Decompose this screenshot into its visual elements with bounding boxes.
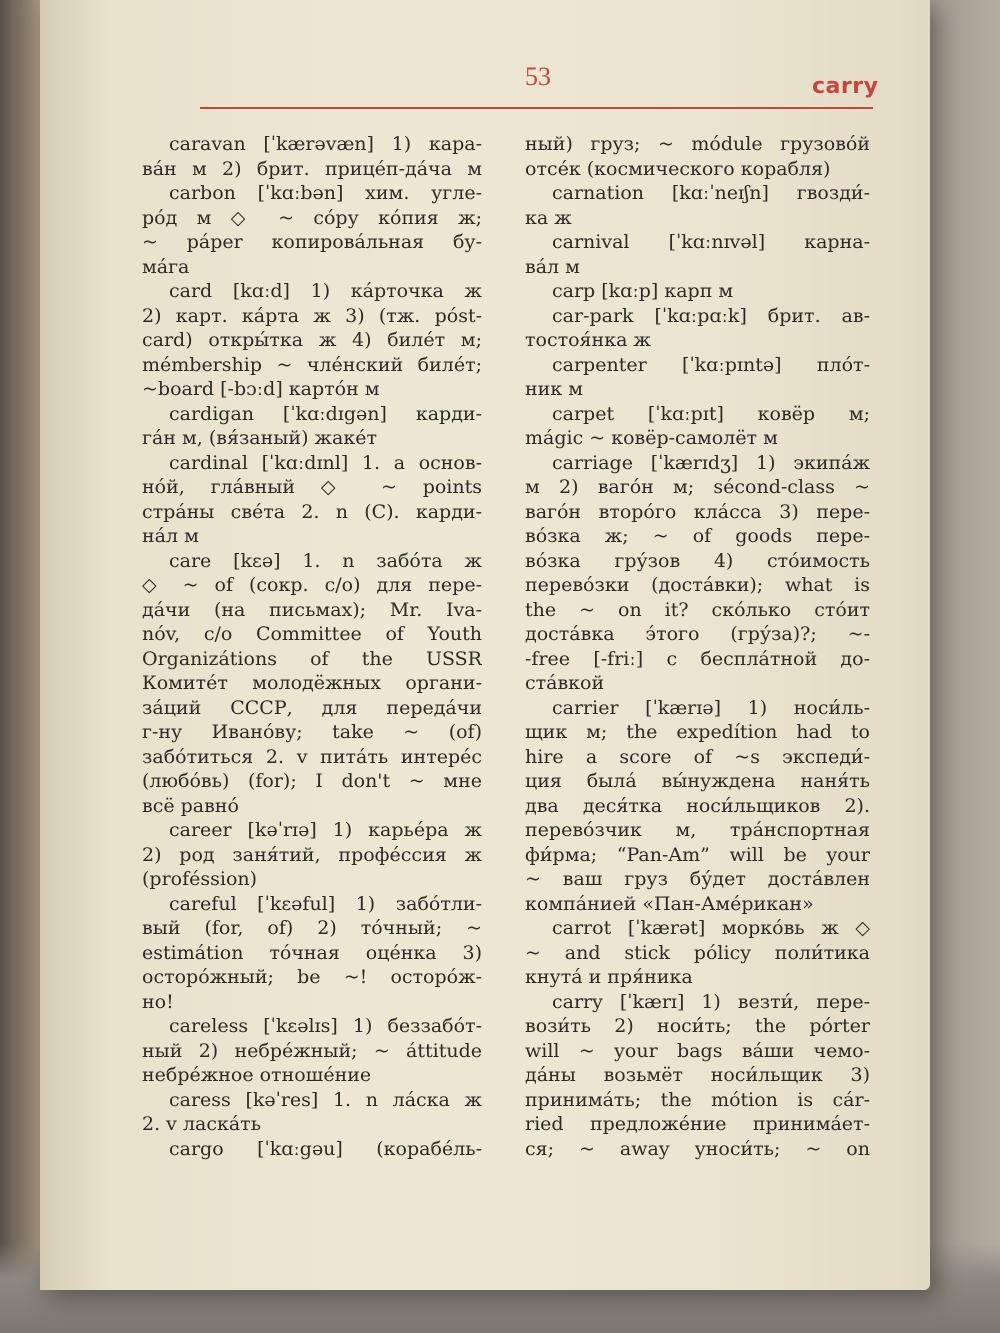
dictionary-line: перево́зчик м, тра́нспортная xyxy=(525,819,870,841)
dictionary-line: ный 2) небре́жный; ~ áttitude xyxy=(142,1039,482,1062)
dictionary-line: -free [-friː] с беспла́тной до- xyxy=(525,647,870,670)
dictionary-line: ма́га xyxy=(142,255,190,278)
dictionary-line: carpet [ˈkɑːpɪt] ковёр м; xyxy=(552,402,870,425)
table-surface-right xyxy=(920,0,1000,1333)
dictionary-line: carrot [ˈkærət] морко́вь ж ◇ xyxy=(552,917,870,939)
dictionary-line: во́зка гру́зов 4) сто́имость xyxy=(525,549,870,572)
dictionary-line: carrier [ˈkærɪə] 1) носи́ль- xyxy=(552,696,870,719)
dictionary-line: ка ж xyxy=(525,206,572,229)
dictionary-line: ~ ваш груз бу́дет доста́влен xyxy=(525,868,870,890)
dictionary-line: кнута́ и пря́ника xyxy=(525,966,693,988)
dictionary-line: ся; ~ away уноси́ть; ~ on xyxy=(525,1137,870,1160)
dictionary-line: 2. v ласка́ть xyxy=(142,1113,262,1135)
dictionary-line: щик м; the expedítion had to xyxy=(525,721,870,743)
dictionary-line: card) откры́тка ж 4) биле́т м; xyxy=(142,329,482,351)
dictionary-line: care [kɛə] 1. n забо́та ж xyxy=(169,549,482,572)
dictionary-line: ста́вкой xyxy=(525,672,605,694)
dictionary-line: г-ну Ивано́ву; take ~ (of) xyxy=(142,721,482,743)
dictionary-line: ро́д м ◇ ~ со́ру ко́пия ж; xyxy=(142,206,482,229)
dictionary-line: ~ and stick pólicy поли́тика xyxy=(525,941,870,964)
dictionary-line: компа́нией «Пан-Аме́рикан» xyxy=(525,892,814,915)
dictionary-line: ва́н м 2) брит. прице́п-да́ча м xyxy=(142,157,482,180)
dictionary-line: за́ций СССР, для переда́чи xyxy=(142,696,482,719)
dictionary-line: career [kəˈrɪə] 1) карье́ра ж xyxy=(169,819,482,841)
dictionary-line: перево́зки (доста́вки); what is xyxy=(525,574,870,596)
dictionary-line: caress [kəˈres] 1. n ла́ска ж xyxy=(169,1088,482,1111)
dictionary-line: car-park [ˈkɑːpɑːk] брит. ав- xyxy=(552,304,870,327)
dictionary-line: carpenter [ˈkɑːpɪntə] пло́т- xyxy=(552,353,870,376)
dictionary-line: стра́ны све́та 2. n (С). карди- xyxy=(142,500,482,523)
dictionary-line: ~board [-bɔːd] карто́н м xyxy=(142,378,380,400)
running-head-word: carry xyxy=(812,74,879,99)
dictionary-line: will ~ your bags ва́ши чемо- xyxy=(525,1039,870,1062)
dictionary-line: два деся́тка носи́льщиков 2). xyxy=(525,794,870,817)
dictionary-line: Organizátions of the USSR xyxy=(142,647,482,670)
dictionary-line: доста́вка э́того (гру́за)?; ~- xyxy=(525,623,870,645)
dictionary-line: осторо́жный; be ~! осторо́ж- xyxy=(142,966,482,988)
dictionary-line: забо́титься 2. v пита́ть интере́с xyxy=(142,745,482,768)
dictionary-line: но́й, гла́вный ◇ ~ points xyxy=(142,476,482,498)
dictionary-line: carnation [kɑːˈneɪʃn] гвозди́- xyxy=(552,182,870,204)
dictionary-line: careless [ˈkɛəlɪs] 1) беззабо́т- xyxy=(169,1015,482,1037)
dictionary-line: cargo [ˈkɑːgəu] (корабе́ль- xyxy=(169,1137,482,1160)
dictionary-line: carnival [ˈkɑːnɪvəl] карна- xyxy=(552,231,870,253)
dictionary-line: на́л м xyxy=(142,525,199,547)
dictionary-line: mémbership ~ чле́нский биле́т; xyxy=(142,353,482,376)
dictionary-line: но! xyxy=(142,990,174,1013)
dictionary-line: ~ páper копирова́льная бу- xyxy=(142,231,482,253)
dictionary-line: (любо́вь) (for); I don't ~ мне xyxy=(142,770,482,792)
dictionary-line: вози́ть 2) носи́ть; the pórter xyxy=(525,1015,870,1037)
dictionary-line: принима́ть; the mótion is cár- xyxy=(525,1088,870,1111)
dictionary-line: отсе́к (космического корабля) xyxy=(525,157,831,180)
dictionary-line: га́н м, (вя́заный) жаке́т xyxy=(142,427,377,449)
dictionary-line: careful [ˈkɛəful] 1) забо́тли- xyxy=(169,892,482,915)
dictionary-line: всё равно́ xyxy=(142,794,239,817)
dictionary-line: carry [ˈkærɪ] 1) везти́, пере- xyxy=(552,990,870,1013)
dictionary-line: Комите́т молодёжных органи- xyxy=(142,672,482,694)
dictionary-line: 2) род заня́тий, профе́ссия ж xyxy=(142,843,482,866)
dictionary-line: hire a score of ~s экспеди́- xyxy=(525,745,870,768)
dictionary-line: м 2) ваго́н м; sécond-class ~ xyxy=(525,476,870,498)
right-column xyxy=(525,132,870,1161)
dictionary-line: ный) груз; ~ módule грузово́й xyxy=(525,133,870,155)
dictionary-line: the ~ on it? ско́лько сто́ит xyxy=(525,598,870,621)
dictionary-line: 2) карт. ка́рта ж 3) (тж. póst- xyxy=(142,304,482,327)
dictionary-line: cardinal [ˈkɑːdɪnl] 1. a основ- xyxy=(169,451,482,474)
dictionary-line: carbon [ˈkɑːbən] хим. угле- xyxy=(169,182,482,204)
dictionary-line: да́ны возьмёт носи́льщик 3) xyxy=(525,1064,870,1086)
dictionary-line: фи́рма; “Pan-Am” will be your xyxy=(525,843,870,866)
dictionary-line: carp [kɑːp] карп м xyxy=(552,280,734,302)
dictionary-line: carriage [ˈkærɪdʒ] 1) экипа́ж xyxy=(552,451,870,474)
dictionary-line: тостоя́нка ж xyxy=(525,329,651,351)
dictionary-line: ваго́н второ́го кла́сса 3) пере- xyxy=(525,500,870,523)
page-number: 53 xyxy=(525,62,551,91)
dictionary-line: nóv, c/o Committee of Youth xyxy=(142,623,482,645)
left-column xyxy=(142,132,482,1161)
dictionary-line: mágic ~ ковёр-самолёт м xyxy=(525,427,778,449)
dictionary-line: (proféssion) xyxy=(142,868,258,890)
dictionary-line: ◇ ~ of (сокр. c/o) для пере- xyxy=(142,574,482,596)
dictionary-line: card [kɑːd] 1) ка́рточка ж xyxy=(169,280,482,302)
dictionary-line: ried предложе́ние принима́ет- xyxy=(525,1113,870,1135)
dictionary-line: да́чи (на письмах); Mr. Iva- xyxy=(142,598,482,621)
dictionary-line: ва́л м xyxy=(525,255,580,278)
dictionary-line: вый (for, of) 2) то́чный; ~ xyxy=(142,917,482,939)
dictionary-line: cardigan [ˈkɑːdɪgən] карди- xyxy=(169,402,482,425)
header-rule xyxy=(200,107,873,109)
dictionary-line: ник м xyxy=(525,378,584,400)
dictionary-line: во́зка ж; ~ of goods пере- xyxy=(525,525,870,547)
dictionary-line: estimátion то́чная оце́нка 3) xyxy=(142,941,482,964)
dictionary-line: небре́жное отноше́ние xyxy=(142,1064,372,1086)
dictionary-line: caravan [ˈkærəvæn] 1) кара- xyxy=(169,133,482,155)
dictionary-line: ция была́ вы́нуждена наня́ть xyxy=(525,770,870,792)
